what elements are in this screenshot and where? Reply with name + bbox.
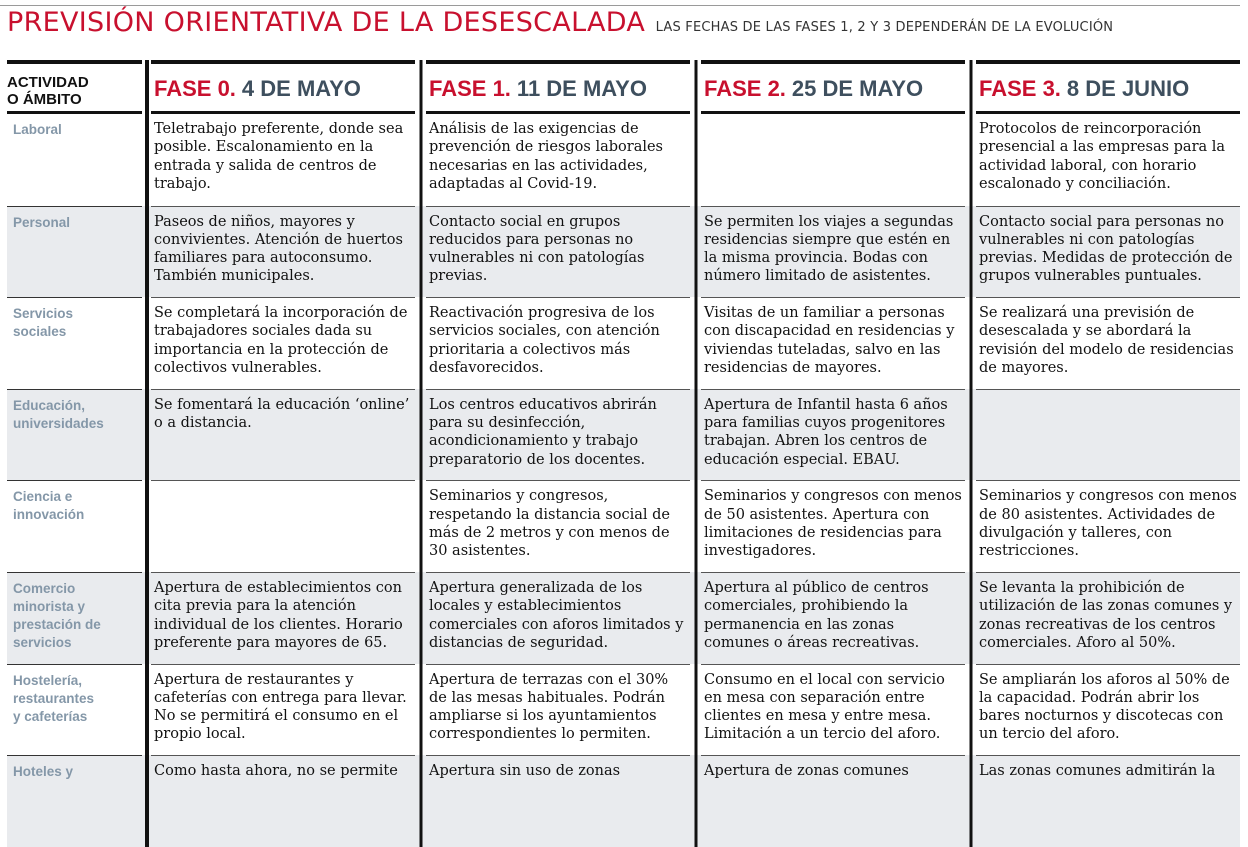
table-cell: Se completará la incorporación de trabajadores sociales dada su importancia en la protección de colectivos vulnerables. [151,297,415,389]
activity-header: ACTIVIDAD O ÁMBITO [7,60,142,114]
phase-name: FASE 3. [979,75,1061,101]
column-divider [415,755,426,847]
table-cell [701,114,965,206]
table-cell [151,480,415,572]
page-title: PREVISIÓN ORIENTATIVA DE LA DESESCALADA [7,7,646,38]
column-divider [415,60,426,114]
row-label: Laboral [13,122,62,137]
column-divider [690,389,701,481]
column-divider [142,114,151,206]
row-label: Servicios sociales [7,297,142,389]
table-cell: Como hasta ahora, no se permite [151,755,415,847]
column-divider [965,755,976,847]
column-divider [690,664,701,756]
table-cell: Seminarios y congresos con menos de 80 asistentes. Actividades de divulgación y talleres, con restricciones. [976,480,1240,572]
phase-date: 11 DE MAYO [516,75,647,101]
column-divider [142,389,151,481]
table-cell: Se realizará una previsión de desescalada y se abordará la revisión del modelo de residencias de mayores. [976,297,1240,389]
column-divider [142,480,151,572]
column-divider [690,297,701,389]
column-divider [690,755,701,847]
header [7,7,1113,38]
phase-header [976,60,1240,114]
column-divider [142,297,151,389]
table-cell: Visitas de un familiar a personas con discapacidad en residencias y viviendas tuteladas, salvo en las residencias de mayores. [701,297,965,389]
table-cell: Apertura sin uso de zonas [426,755,690,847]
table-cell: Paseos de niños, mayores y convivientes. Atención de huertos familiares para autoconsumo. También municipales. [151,206,415,298]
column-divider [415,206,426,298]
column-divider [965,206,976,298]
column-divider [415,664,426,756]
table-cell: Los centros educativos abrirán para su desinfección, acondicionamiento y trabajo preparatorio de los docentes. [426,389,690,481]
phase-date: 4 DE MAYO [241,75,361,101]
table-cell: Se fomentará la educación ‘online’ o a distancia. [151,389,415,481]
column-divider [690,572,701,664]
phase-name: FASE 2. [704,75,786,101]
row-label: Hoteles y [7,755,142,847]
phase-date: 8 DE JUNIO [1066,75,1190,101]
table-cell: Teletrabajo preferente, donde sea posible. Escalonamiento en la entrada y salida de centros de trabajo. [154,121,404,192]
column-divider [965,389,976,481]
table-cell: Seminarios y congresos con menos de 50 asistentes. Apertura con limitaciones de residencias para investigadores. [701,480,965,572]
phase-header [701,60,965,114]
column-divider [415,114,426,206]
table-cell: Contacto social para personas no vulnerables ni con patologías previas. Medidas de protección de grupos vulnerables puntuales. [976,206,1240,298]
table-cell: Apertura de terrazas con el 30% de las mesas habituales. Podrán ampliarse si los ayuntamientos correspondientes lo permiten. [426,664,690,756]
row-label: Personal [7,206,142,298]
table-cell: Apertura de establecimientos con cita previa para la atención individual de los clientes. Horario preferente para mayores de 65. [151,572,415,664]
column-divider [142,60,151,114]
row-label: Educación, universidades [7,389,142,481]
column-divider [965,60,976,114]
column-divider [142,206,151,298]
header-rule [0,5,1240,6]
column-divider [415,572,426,664]
column-divider [965,664,976,756]
column-divider [415,389,426,481]
column-divider [690,480,701,572]
table-cell: Reactivación progresiva de los servicios sociales, con atención prioritaria a colectivos más desfavorecidos. [426,297,690,389]
row-label: Hostelería, restaurantes y cafeterías [7,664,142,756]
table-cell: Protocolos de reincorporación presencial a las empresas para la actividad laboral, con horario escalonado y conciliación. [979,121,1226,192]
phase-date: 25 DE MAYO [791,75,924,101]
table-cell: Contacto social en grupos reducidos para personas no vulnerables ni con patologías previas. [426,206,690,298]
column-divider [415,297,426,389]
table-cell: Consumo en el local con servicio en mesa con separación entre clientes en mesa y entre mesa. Limitación a un tercio del aforo. [701,664,965,756]
table-cell: Se levanta la prohibición de utilización de las zonas comunes y zonas recreativas de los centros comerciales. Aforo al 50%. [976,572,1240,664]
column-divider [415,480,426,572]
table-cell [976,389,1240,481]
column-divider [690,114,701,206]
table-cell: Las zonas comunes admitirán la [976,755,1240,847]
row-label: Ciencia e innovación [7,480,142,572]
table-cell: Se ampliarán los aforos al 50% de la capacidad. Podrán abrir los bares nocturnos y discotecas con un tercio del aforo. [976,664,1240,756]
phase-name: FASE 0. [154,75,236,101]
column-divider [965,297,976,389]
column-divider [965,114,976,206]
table-cell: Apertura de zonas comunes [701,755,965,847]
column-divider [965,572,976,664]
table-cell: Análisis de las exigencias de prevención de riesgos laborales necesarias en las actividades, adaptadas al Covid-19. [429,121,663,192]
table-cell: Apertura de Infantil hasta 6 años para familias cuyos progenitores trabajan. Abren los centros de educación especial. EBAU. [701,389,965,481]
page-subtitle: LAS FECHAS DE LAS FASES 1, 2 Y 3 DEPENDERÁN DE LA EVOLUCIÓN [655,20,1114,35]
table-cell: Apertura al público de centros comerciales, prohibiendo la permanencia en las zonas comunes o áreas recreativas. [701,572,965,664]
phase-name: FASE 1. [429,75,511,101]
column-divider [690,60,701,114]
column-divider [142,755,151,847]
phase-header [426,60,690,114]
table-cell: Apertura generalizada de los locales y establecimientos comerciales con aforos limitados y distancias de seguridad. [426,572,690,664]
table-cell: Se permiten los viajes a segundas residencias siempre que estén en la misma provincia. Bodas con número limitado de asistentes. [701,206,965,298]
phase-header [151,60,415,114]
column-divider [142,664,151,756]
table-cell: Seminarios y congresos, respetando la distancia social de más de 2 metros y con menos de 30 asistentes. [426,480,690,572]
column-divider [690,206,701,298]
column-divider [142,572,151,664]
table-cell: Apertura de restaurantes y cafeterías con entrega para llevar. No se permitirá el consumo en el propio local. [151,664,415,756]
column-divider [965,480,976,572]
row-label: Comercio minorista y prestación de servicios [7,572,142,664]
desescalada-table [7,60,1240,847]
